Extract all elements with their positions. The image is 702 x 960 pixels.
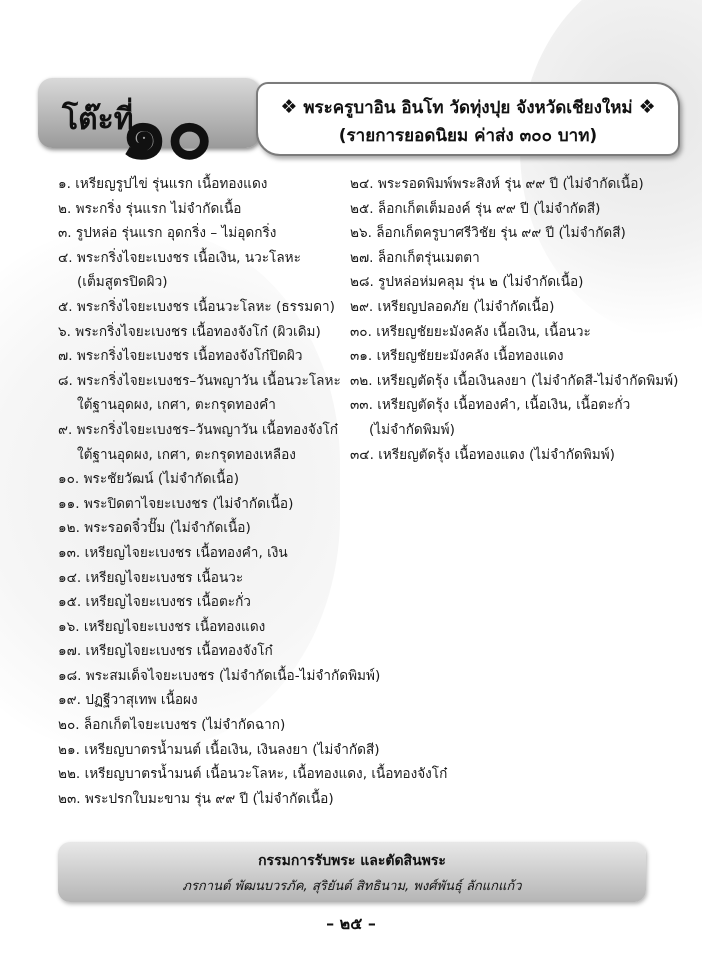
list-item — [58, 320, 358, 345]
list-item-text: ๑. เหรียญรูปไข่ รุ่นแรก เนื้อทองแดง — [58, 176, 268, 192]
list-item — [58, 295, 358, 320]
title-box — [256, 82, 680, 156]
table-label: โต๊ะที่ — [62, 102, 134, 137]
list-item — [58, 344, 358, 369]
list-item-text: ๒๒. เหรียญบาตรน้ำมนต์ เนื้อนวะโลหะ, เนื้อทองแดง, เนื้อทองจังโก๋ — [58, 766, 448, 783]
list-item-text: ๑๐. พระชัยวัฒน์ (ไม่จำกัดเนื้อ) — [58, 471, 240, 488]
list-item — [58, 197, 358, 222]
list-item — [350, 270, 695, 295]
list-item — [350, 246, 695, 271]
list-item-continuation: ใต้ฐานอุดผง, เกศา, ตะกรุดทองคำ — [77, 397, 276, 414]
list-item — [58, 713, 358, 738]
list-item-text: ๑๑. พระปิดตาไจยะเบงชร (ไม่จำกัดเนื้อ) — [58, 495, 294, 512]
list-item-text: ๓๔. เหรียญตัดรุ้ง เนื้อทองแดง (ไม่จำกัดพิมพ์) — [350, 446, 615, 463]
list-item-text: ๒๔. พระรอดพิมพ์พระสิงห์ รุ่น ๙๙ ปี (ไม่จำกัดเนื้อ) — [350, 176, 644, 192]
list-item-text: ๒๓. พระปรกใบมะขาม รุ่น ๙๙ ปี (ไม่จำกัดเนื้อ) — [58, 790, 334, 807]
list-item — [58, 664, 381, 689]
page-number: – ๒๕ – — [326, 914, 376, 933]
list-item-continuation: (เต็มสูตรปิดผิว) — [77, 274, 168, 291]
list-item — [58, 516, 358, 541]
ornament-left-icon: ❖ — [280, 96, 298, 118]
list-item-text: ๑๔. เหรียญไจยะเบงชร เนื้อนวะ — [58, 569, 244, 586]
list-item — [350, 295, 695, 320]
list-item-text: ๕. พระกริ่งไจยะเบงชร เนื้อนวะโลหะ (ธรรมดา) — [58, 298, 335, 315]
list-item-text: ๒๙. เหรียญปลอดภัย (ไม่จำกัดเนื้อ) — [350, 298, 555, 315]
list-item — [58, 639, 358, 664]
list-item — [58, 172, 358, 197]
list-item-text: ๑๗. เหรียญไจยะเบงชร เนื้อทองจังโก๋ — [58, 643, 273, 660]
list-item — [58, 221, 358, 246]
list-item — [58, 541, 358, 566]
table-header — [38, 70, 678, 176]
list-item-text: ๒. พระกริ่ง รุ่นแรก ไม่จำกัดเนื้อ — [58, 200, 242, 217]
list-item-text: ๒๕. ล็อกเก็ตเต็มองค์ รุ่น ๙๙ ปี (ไม่จำกัดสี) — [350, 200, 601, 217]
list-item-text: ๖. พระกริ่งไจยะเบงชร เนื้อทองจังโก๋ (ผิวเดิม) — [58, 323, 321, 340]
list-item — [58, 369, 358, 418]
title-text: พระครูบาอิน อินโท วัดทุ่งปุย จังหวัดเชียงใหม่ — [303, 98, 633, 118]
committee-names: ภรกานต์ พัฒนบวรภัค, สุริยันต์ สิทธินาม, พงศ์พันธุ์ ลักแกแก้ว — [182, 879, 522, 894]
list-item-text: ๒๘. รูปหล่อห่มคลุม รุ่น ๒ (ไม่จำกัดเนื้อ) — [350, 274, 584, 291]
list-item-text: ๑๖. เหรียญไจยะเบงชร เนื้อทองแดง — [58, 618, 266, 635]
list-item — [58, 590, 358, 615]
list-item-text: ๒๑. เหรียญบาตรน้ำมนต์ เนื้อเงิน, เงินลงยา (ไม่จำกัดสี) — [58, 741, 380, 758]
amulet-list-right — [350, 172, 695, 467]
list-item-text: ๔. พระกริ่งไจยะเบงชร เนื้อเงิน, นวะโลหะ — [58, 249, 301, 266]
list-item — [58, 615, 358, 640]
list-item-text: ๑๘. พระสมเด็จไจยะเบงชร (ไม่จำกัดเนื้อ-ไม่จำกัดพิมพ์) — [58, 667, 381, 684]
list-item-text: ๒๗. ล็อกเก็ตรุ่นเมตตา — [350, 249, 480, 266]
list-item-text: ๑๕. เหรียญไจยะเบงชร เนื้อตะกั่ว — [58, 594, 251, 611]
list-item-text: ๑๓. เหรียญไจยะเบงชร เนื้อทองคำ, เงิน — [58, 544, 288, 561]
list-item — [350, 197, 695, 222]
list-item — [58, 738, 380, 763]
list-item — [350, 344, 695, 369]
list-item-text: ๘. พระกริ่งไจยะเบงชร–วันพญาวัน เนื้อนวะโลหะ — [58, 372, 341, 389]
list-item — [58, 246, 358, 295]
list-item-text: ๓๓. เหรียญตัดรุ้ง เนื้อทองคำ, เนื้อเงิน, เนื้อตะกั่ว — [350, 397, 631, 414]
list-item — [350, 393, 695, 442]
list-item — [58, 762, 448, 787]
list-item-continuation: ใต้ฐานอุดผง, เกศา, ตะกรุดทองเหลือง — [77, 446, 296, 463]
list-item-text: ๙. พระกริ่งไจยะเบงชร–วันพญาวัน เนื้อทองจังโก๋ — [58, 421, 338, 438]
list-item — [58, 787, 358, 812]
committee-title: กรรมการรับพระ และตัดสินพระ — [258, 853, 446, 869]
list-item — [350, 369, 695, 394]
list-item-text: ๒๖. ล็อกเก็ตครูบาศรีวิชัย รุ่น ๙๙ ปี (ไม่จำกัดสี) — [350, 225, 626, 242]
list-item — [350, 221, 695, 246]
title-line-2: (รายการยอดนิยม ค่าส่ง ๓๐๐ บาท) — [338, 126, 598, 146]
list-item-text: ๓๑. เหรียญชัยยะมังคลัง เนื้อทองแดง — [350, 348, 564, 365]
list-item — [350, 172, 695, 197]
list-item-text: ๓. รูปหล่อ รุ่นแรก อุดกริ่ง – ไม่อุดกริ่ง — [58, 225, 277, 242]
list-item-text: ๓๒. เหรียญตัดรุ้ง เนื้อเงินลงยา (ไม่จำกัดสี-ไม่จำกัดพิมพ์) — [350, 372, 679, 389]
list-item — [350, 320, 695, 345]
title-line-1 — [258, 94, 678, 121]
list-item — [58, 566, 358, 591]
list-item-text: ๓๐. เหรียญชัยยะมังคลัง เนื้อเงิน, เนื้อนวะ — [350, 323, 591, 340]
list-item — [58, 688, 358, 713]
list-item — [58, 418, 358, 467]
committee-box — [58, 842, 646, 902]
ornament-right-icon: ❖ — [638, 96, 656, 118]
list-item — [58, 492, 358, 517]
table-number: ๑๐ — [120, 87, 211, 176]
list-item-text: ๒๐. ล็อกเก็ตไจยะเบงชร (ไม่จำกัดฉาก) — [58, 717, 286, 734]
table-number-badge — [38, 78, 260, 176]
list-item-text: ๑๒. พระรอดจิ๋วปั๊ม (ไม่จำกัดเนื้อ) — [58, 520, 251, 537]
list-item-text: ๗. พระกริ่งไจยะเบงชร เนื้อทองจังโก๋ปิดผิว — [58, 348, 303, 365]
list-item — [58, 467, 358, 492]
list-item — [350, 443, 695, 468]
list-item-continuation: (ไม่จำกัดพิมพ์) — [369, 421, 455, 438]
list-item-text: ๑๙. ปฏฐีวาสุเทพ เนื้อผง — [58, 692, 198, 709]
